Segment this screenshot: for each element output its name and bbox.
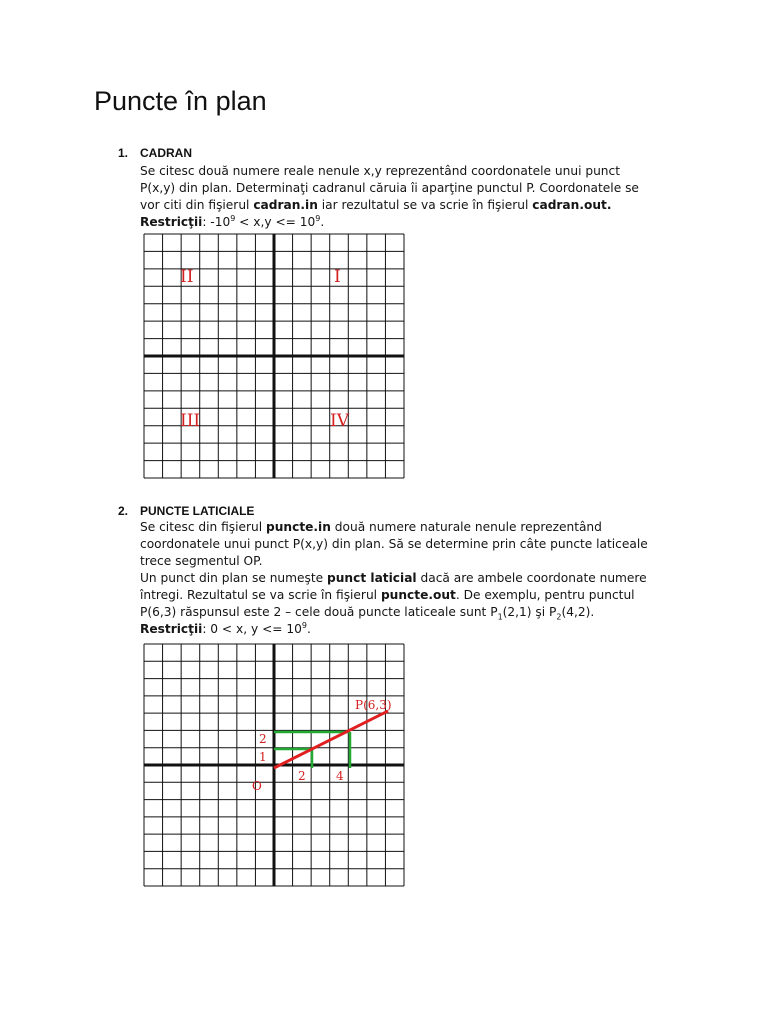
x-tick-2-label: 2 <box>298 769 306 783</box>
text-run: iar rezultatul se va scrie în fişierul <box>317 198 533 212</box>
statement-line: Se citesc două numere reale nenule x,y reprezentând coordonatele unui punct <box>140 164 621 178</box>
x-tick-4-label: 4 <box>336 769 344 783</box>
grid-lines <box>144 644 404 886</box>
text-run: : 0 < x, y <= 10 <box>202 622 302 636</box>
text-run: dacă are ambele coordonate numere <box>416 571 647 585</box>
text-run: . De exemplu, pentru punctul <box>455 588 635 602</box>
statement-line: coordonatele unui punct P(x,y) din plan. Să se determine prin câte puncte laticeale <box>140 537 648 551</box>
page-title: Puncte în plan <box>94 86 267 116</box>
statement-line: trece segmentul OP. <box>140 554 263 568</box>
statement-line: P(x,y) din plan. Determinaţi cadranul căruia îi aparţine punctul P. Coordonatele se <box>140 181 639 195</box>
y-tick-1-label: 1 <box>259 750 267 764</box>
exponent: 9 <box>230 213 236 223</box>
restrictions-label: Restricţii <box>140 215 203 229</box>
text-run: . <box>306 622 311 636</box>
text-run: : -10 <box>202 215 231 229</box>
text-run: două numere naturale nenule reprezentând <box>330 520 602 534</box>
input-file-name: cadran.in <box>253 198 318 212</box>
statement-line <box>140 197 700 214</box>
statement-line <box>140 519 700 536</box>
statement-line <box>140 587 700 604</box>
y-tick-2-label: 2 <box>259 732 267 746</box>
statement-line <box>140 604 700 621</box>
segment-OP <box>274 711 388 768</box>
quadrant-II-label: II <box>180 267 194 287</box>
subscript: 2 <box>556 612 562 622</box>
text-run: . <box>320 215 325 229</box>
lattice-points-figure <box>144 644 406 888</box>
origin-label: O <box>252 779 262 793</box>
problem-1-heading: CADRAN <box>140 146 192 160</box>
restrictions-label: Restricţii <box>140 622 203 636</box>
input-file-name: puncte.in <box>266 520 331 534</box>
text-run: vor citi din fişierul <box>140 198 254 212</box>
problem-2-number: 2. <box>118 504 129 518</box>
quadrant-grid-figure <box>144 234 406 480</box>
problem-2-heading: PUNCTE LATICIALE <box>140 504 255 518</box>
quadrant-III-label: III <box>180 411 201 431</box>
subscript: 1 <box>497 612 503 622</box>
restrictions-line <box>140 621 700 638</box>
text-run: (4,2). <box>561 605 595 619</box>
exponent: 9 <box>315 213 321 223</box>
restrictions-line <box>140 214 700 231</box>
output-file-name: puncte.out <box>380 588 456 602</box>
text-run: Se citesc din fişierul <box>140 520 267 534</box>
point-P-label: P(6,3) <box>355 698 392 712</box>
text-run: întregi. Rezultatul se va scrie în fişierul <box>140 588 381 602</box>
problem-2-statement <box>140 519 700 638</box>
text-run: < x,y <= 10 <box>235 215 316 229</box>
quadrant-IV-label: IV <box>330 411 349 431</box>
text-run: Un punct din plan se numeşte <box>140 571 328 585</box>
output-file-name: cadran.out. <box>532 198 612 212</box>
exponent: 9 <box>301 620 307 630</box>
problem-1-statement <box>140 163 700 231</box>
term: punct laticial <box>327 571 417 585</box>
text-run: (2,1) şi P <box>502 605 557 619</box>
quadrant-I-label: I <box>334 267 341 287</box>
problem-1-number: 1. <box>118 146 129 160</box>
text-run: P(6,3) răspunsul este 2 – cele două puncte laticeale sunt P <box>140 605 498 619</box>
statement-line <box>140 570 700 587</box>
